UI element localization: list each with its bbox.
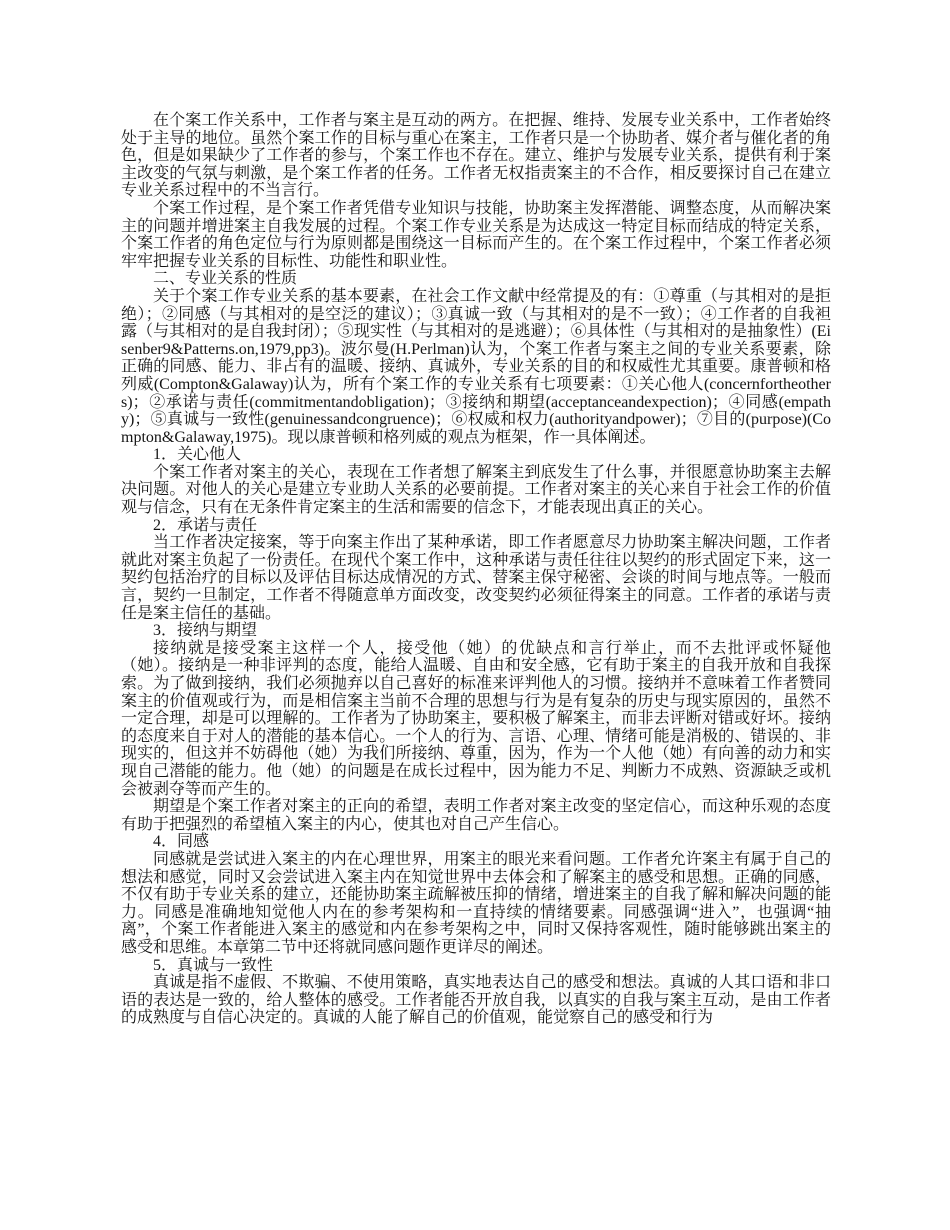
- document-content: [121, 112, 831, 1027]
- section-heading: 2．承诺与责任: [153, 516, 258, 534]
- paragraph: 在个案工作关系中，工作者与案主是互动的两方。在把握、维持、发展专业关系中，工作者始终处于主导的地位。虽然个案工作的目标与重心在案主，工作者只是一个协助者、媒介者与催化者的角色，但是如果缺少了工作者的参与，个案工作也不存在。建立、维护与发展专业关系，提供有利于案主改变的气氛与刺激，是个案工作者的任务。工作者无权指责案主的不合作，相反要探讨自己在建立专业关系过程中的不当言行。: [121, 112, 831, 200]
- section-heading: 5．真诚与一致性: [153, 956, 274, 974]
- paragraph: 真诚是指不虚假、不欺骗、不使用策略，真实地表达自己的感受和想法。真诚的人其口语和非口语的表达是一致的，给人整体的感受。工作者能否开放自我，以真实的自我与案主互动，是由工作者的成熟度与自信心决定的。真诚的人能了解自己的价值观，能觉察自己的感受和行为: [121, 974, 831, 1027]
- paragraph: 同感就是尝试进入案主的内在心理世界，用案主的眼光来看问题。工作者允许案主有属于自己的想法和感觉，同时又会尝试进入案主内在知觉世界中去体会和了解案主的感受和思想。正确的同感，不仅有助于专业关系的建立，还能协助案主疏解被压抑的情绪，增进案主的自我了解和解决问题的能力。同感是准确地知觉他人内在的参考架构和一直持续的情绪要素。同感强调“进入”，也强调“抽离”，个案工作者能进入案主的感觉和内在参考架构之中，同时又保持客观性，随时能够跳出案主的感受和思维。本章第二节中还将就同感问题作更详尽的阐述。: [121, 850, 831, 956]
- paragraph: 关于个案工作专业关系的基本要素，在社会工作文献中经常提及的有：①尊重（与其相对的是拒绝）；②同感（与其相对的是空泛的建议）；③真诚一致（与其相对的是不一致）；④工作者的自我袒露（与其相对的是自我封闭）；⑤现实性（与其相对的是逃避）；⑥具体性（与其相对的是抽象性）(Eisenber9&Patterns.on,1979,pp3)。波尔曼(H.Perlman)认为，个案工作者与案主之间的专业关系要素，除正确的同感、能力、非占有的温暖、接纳、真诚外，专业关系的目的和权威性尤其重要。康普顿和格列威(Compton&Galaway)认为，所有个案工作的专业关系有七项要素：①关心他人(concernfortheothers)；②承诺与责任(commitmentandobligation)；③接纳和期望(acceptanceandexpection)；④同感(empathy)；⑤真诚与一致性(genuinessandcongruence)；⑥权威和权力(authorityandpower)；⑦目的(purpose)(Compton&Galaway,1975)。现以康普顿和格列威的观点为框架，作一具体阐述。: [121, 287, 831, 446]
- paragraph: 个案工作者对案主的关心，表现在工作者想了解案主到底发生了什么事，并很愿意协助案主去解决问题。对他人的关心是建立专业助人关系的必要前提。工作者对案主的关心来自于社会工作的价值观与信念，只有在无条件肯定案主的生活和需要的信念下，才能表现出真正的关心。: [121, 463, 831, 517]
- paragraph: 期望是个案工作者对案主的正向的希望，表明工作者对案主改变的坚定信心，而这种乐观的态度有助于把强烈的希望植入案主的内心，使其也对自己产生信心。: [121, 798, 831, 833]
- section-heading: 1．关心他人: [153, 446, 242, 464]
- paragraph: 接纳就是接受案主这样一个人，接受他（她）的优缺点和言行举止，而不去批评或怀疑他（她）。接纳是一种非评判的态度，能给人温暖、自由和安全感，它有助于案主的自我开放和自我探索。为了做到接纳，我们必须抛弃以自己喜好的标准来评判他人的习惯。接纳并不意味着工作者赞同案主的价值观或行为，而是相信案主当前不合理的思想与行为是有复杂的历史与现实原因的，虽然不一定合理，却是可以理解的。工作者为了协助案主，要积极了解案主，而非去评断对错或好坏。接纳的态度来自于对人的潜能的基本信心。一个人的行为、言语、心理、情绪可能是消极的、错误的、非现实的，但这并不妨碍他（她）为我们所接纳、尊重，因为，作为一个人他（她）有向善的动力和实现自己潜能的能力。他（她）的问题是在成长过程中，因为能力不足、判断力不成熟、资源缺乏或机会被剥夺等而产生的。: [121, 639, 831, 798]
- section-heading: 3．接纳与期望: [153, 622, 258, 640]
- section-heading: 4．同感: [153, 833, 210, 851]
- paragraph: 个案工作过程，是个案工作者凭借专业知识与技能，协助案主发挥潜能、调整态度，从而解决案主的问题并增进案主自我发展的过程。个案工作专业关系是为达成这一特定目标而结成的特定关系，个案工作者的角色定位与行为原则都是围绕这一目标而产生的。在个案工作过程中，个案工作者必须牢牢把握专业关系的目标性、功能性和职业性。: [121, 199, 831, 270]
- section-heading: 二、专业关系的性质: [153, 270, 298, 288]
- paragraph: 当工作者决定接案，等于向案主作出了某种承诺，即工作者愿意尽力协助案主解决问题，工作者就此对案主负起了一份责任。在现代个案工作中，这种承诺与责任往往以契约的形式固定下来，这一契约包括治疗的目标以及评估目标达成情况的方式、替案主保守秘密、会谈的时间与地点等。一般而言，契约一旦制定，工作者不得随意单方面改变，改变契约必须征得案主的同意。工作者的承诺与责任是案主信任的基础。: [121, 534, 831, 622]
